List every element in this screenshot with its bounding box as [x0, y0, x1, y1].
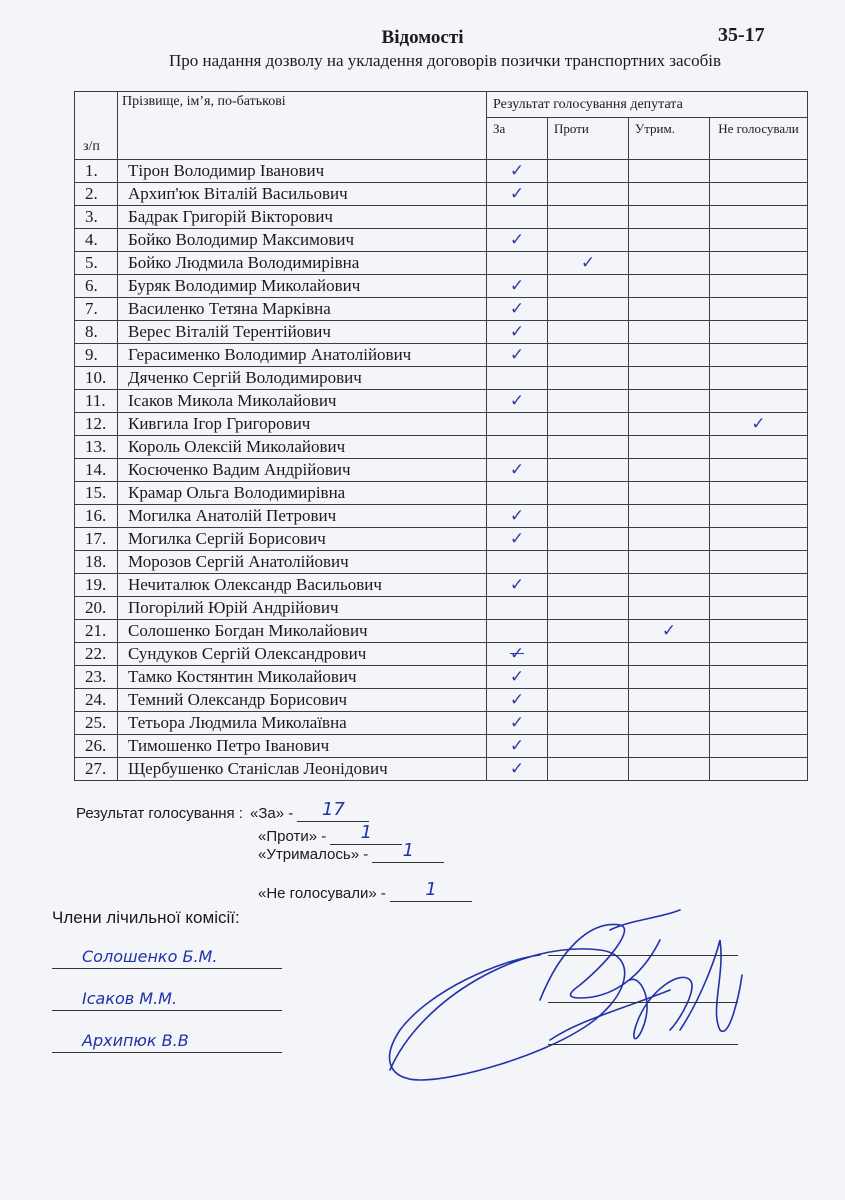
vote-cell-abstain: [629, 551, 710, 574]
summary-label: Результат голосування :: [76, 805, 243, 822]
summary-for-value: 17: [321, 799, 345, 820]
signature-line-2: [548, 1002, 738, 1003]
row-name: Василенко Тетяна Марківна: [118, 298, 487, 321]
check-mark-icon: ✓: [509, 713, 525, 733]
vote-cell-for: [487, 206, 548, 229]
vote-cell-for: [487, 643, 548, 666]
check-mark-icon: ✓: [509, 690, 525, 710]
vote-cell-abstain: [629, 183, 710, 206]
row-name: Косюченко Вадим Андрійович: [118, 459, 487, 482]
row-number: 6.: [75, 275, 118, 298]
table-row: [75, 551, 808, 574]
row-name: Могилка Сергій Борисович: [118, 528, 487, 551]
header-not-voted: Не голосували: [710, 118, 808, 160]
vote-cell-for: [487, 459, 548, 482]
vote-cell-not-voted: [710, 229, 808, 252]
vote-cell-against: [548, 367, 629, 390]
vote-cell-not-voted: [710, 321, 808, 344]
row-name: Нечиталюк Олександр Васильович: [118, 574, 487, 597]
vote-cell-not-voted: [710, 528, 808, 551]
vote-cell-abstain: [629, 666, 710, 689]
row-number: 26.: [75, 735, 118, 758]
vote-cell-against: [548, 574, 629, 597]
row-name: Кивгила Ігор Григорович: [118, 413, 487, 436]
header-abstain: Утрим.: [629, 118, 710, 160]
row-number: 4.: [75, 229, 118, 252]
row-number: 18.: [75, 551, 118, 574]
table-row: [75, 620, 808, 643]
vote-cell-for: [487, 735, 548, 758]
table-row: [75, 482, 808, 505]
check-mark-icon: ✓: [509, 391, 525, 411]
row-number: 24.: [75, 689, 118, 712]
voting-table-body: [75, 160, 808, 781]
vote-cell-for: [487, 574, 548, 597]
vote-cell-abstain: [629, 298, 710, 321]
row-name: Темний Олександр Борисович: [118, 689, 487, 712]
row-number: 15.: [75, 482, 118, 505]
header-for: За: [487, 118, 548, 160]
vote-cell-not-voted: [710, 643, 808, 666]
row-name: Бадрак Григорій Вікторович: [118, 206, 487, 229]
table-row: [75, 528, 808, 551]
check-mark-icon: ✓: [509, 736, 525, 756]
row-name: Дяченко Сергій Володимирович: [118, 367, 487, 390]
check-mark-icon: ✓: [509, 460, 525, 480]
vote-cell-abstain: [629, 275, 710, 298]
row-number: 19.: [75, 574, 118, 597]
row-name: Морозов Сергій Анатолійович: [118, 551, 487, 574]
vote-cell-against: [548, 505, 629, 528]
vote-cell-abstain: [629, 252, 710, 275]
vote-cell-against: [548, 758, 629, 781]
vote-cell-for: [487, 505, 548, 528]
table-row: [75, 183, 808, 206]
vote-cell-not-voted: [710, 459, 808, 482]
row-number: 8.: [75, 321, 118, 344]
table-row: [75, 643, 808, 666]
vote-cell-against: [548, 206, 629, 229]
vote-cell-against: [548, 160, 629, 183]
row-name: Солошенко Богдан Миколайович: [118, 620, 487, 643]
table-row: [75, 367, 808, 390]
vote-cell-against: [548, 643, 629, 666]
summary-not-voted-label: «Не голосували» -: [258, 885, 386, 902]
vote-cell-not-voted: [710, 551, 808, 574]
vote-cell-abstain: [629, 367, 710, 390]
vote-cell-for: [487, 183, 548, 206]
vote-cell-not-voted: [710, 344, 808, 367]
row-number: 17.: [75, 528, 118, 551]
vote-cell-for: [487, 689, 548, 712]
vote-cell-against: [548, 436, 629, 459]
commission-member-2: [52, 980, 282, 1011]
vote-cell-abstain: [629, 597, 710, 620]
vote-cell-for: [487, 712, 548, 735]
summary-for-field: [297, 799, 369, 822]
vote-cell-abstain: [629, 459, 710, 482]
commission-member-3: [52, 1022, 282, 1053]
vote-cell-abstain: [629, 390, 710, 413]
vote-cell-for: [487, 758, 548, 781]
check-mark-icon: ✓: [751, 414, 766, 434]
vote-cell-abstain: [629, 712, 710, 735]
table-row: [75, 689, 808, 712]
vote-cell-not-voted: [710, 482, 808, 505]
commission-member-1-name: Солошенко Б.М.: [82, 947, 218, 966]
vote-cell-abstain: [629, 436, 710, 459]
vote-cell-not-voted: [710, 275, 808, 298]
check-mark-icon: ✓: [509, 506, 525, 526]
vote-cell-against: [548, 183, 629, 206]
check-mark-icon: ✓: [509, 322, 525, 342]
check-mark-icon: ✓: [509, 299, 525, 319]
vote-cell-against: [548, 666, 629, 689]
row-number: 10.: [75, 367, 118, 390]
check-mark-icon: ✓: [509, 184, 525, 204]
vote-cell-against: [548, 620, 629, 643]
vote-cell-not-voted: [710, 689, 808, 712]
signature-line-1: [548, 955, 738, 956]
row-name: Герасименко Володимир Анатолійович: [118, 344, 487, 367]
check-mark-icon: ✓: [509, 575, 525, 595]
vote-cell-against: [548, 712, 629, 735]
commission-label: Члени лічильної комісії:: [52, 908, 240, 927]
table-row: [75, 160, 808, 183]
row-name: Крамар Ольга Володимирівна: [118, 482, 487, 505]
row-name: Король Олексій Миколайович: [118, 436, 487, 459]
vote-cell-abstain: [629, 505, 710, 528]
vote-cell-against: [548, 413, 629, 436]
check-mark-icon: ✓: [509, 230, 525, 250]
row-number: 12.: [75, 413, 118, 436]
row-name: Бойко Людмила Володимирівна: [118, 252, 487, 275]
vote-cell-not-voted: [710, 597, 808, 620]
vote-cell-not-voted: [710, 758, 808, 781]
table-row: [75, 298, 808, 321]
vote-cell-against: [548, 275, 629, 298]
vote-cell-for: [487, 551, 548, 574]
summary-abstain-label: «Утрималось» -: [258, 846, 369, 863]
vote-cell-for: [487, 597, 548, 620]
vote-cell-for: [487, 666, 548, 689]
vote-cell-against: [548, 689, 629, 712]
vote-cell-not-voted: [710, 505, 808, 528]
row-name: Тимошенко Петро Іванович: [118, 735, 487, 758]
vote-cell-not-voted: [710, 712, 808, 735]
vote-cell-for: [487, 413, 548, 436]
vote-cell-abstain: [629, 528, 710, 551]
header-result: Результат голосування депутата: [487, 92, 808, 118]
table-row: [75, 712, 808, 735]
handwritten-signature: [380, 880, 750, 1100]
check-mark-icon: ✓: [509, 667, 525, 687]
commission-member-3-name: Архипюк В.В: [82, 1031, 189, 1050]
vote-cell-for: [487, 298, 548, 321]
vote-cell-not-voted: [710, 367, 808, 390]
check-mark-icon: ✓: [509, 644, 525, 664]
vote-cell-for: [487, 528, 548, 551]
summary-for: [250, 799, 369, 822]
row-number: 27.: [75, 758, 118, 781]
row-number: 7.: [75, 298, 118, 321]
voting-table: [74, 91, 808, 781]
row-number: 11.: [75, 390, 118, 413]
table-row: [75, 229, 808, 252]
vote-cell-against: [548, 459, 629, 482]
table-row: [75, 666, 808, 689]
row-name: Погорілий Юрій Андрійович: [118, 597, 487, 620]
table-row: [75, 597, 808, 620]
row-number: 23.: [75, 666, 118, 689]
summary-against-value: 1: [360, 822, 373, 843]
summary-abstain-field: [372, 840, 444, 863]
vote-cell-not-voted: [710, 620, 808, 643]
table-row: [75, 459, 808, 482]
vote-cell-for: [487, 482, 548, 505]
check-mark-icon: ✓: [661, 621, 677, 641]
summary-abstain: [258, 840, 444, 863]
table-row: [75, 275, 808, 298]
vote-cell-abstain: [629, 413, 710, 436]
vote-cell-abstain: [629, 344, 710, 367]
check-mark-icon: ✓: [580, 253, 596, 273]
vote-cell-against: [548, 252, 629, 275]
vote-cell-not-voted: [710, 735, 808, 758]
vote-cell-abstain: [629, 758, 710, 781]
vote-cell-against: [548, 551, 629, 574]
row-number: 25.: [75, 712, 118, 735]
vote-cell-not-voted: [710, 413, 808, 436]
vote-cell-against: [548, 344, 629, 367]
summary-against-label: «Проти» -: [258, 828, 327, 845]
vote-cell-abstain: [629, 206, 710, 229]
row-name: Тетьора Людмила Миколаївна: [118, 712, 487, 735]
row-name: Сундуков Сергій Олександрович: [118, 643, 487, 666]
vote-cell-against: [548, 390, 629, 413]
vote-cell-not-voted: [710, 390, 808, 413]
check-mark-icon: ✓: [509, 276, 525, 296]
vote-cell-abstain: [629, 735, 710, 758]
vote-cell-for: [487, 321, 548, 344]
vote-cell-for: [487, 252, 548, 275]
header-number: з/п: [75, 92, 118, 160]
row-number: 20.: [75, 597, 118, 620]
vote-cell-against: [548, 735, 629, 758]
vote-cell-abstain: [629, 574, 710, 597]
table-row: [75, 344, 808, 367]
table-row: [75, 574, 808, 597]
vote-cell-against: [548, 597, 629, 620]
vote-cell-not-voted: [710, 574, 808, 597]
row-number: 5.: [75, 252, 118, 275]
table-row: [75, 321, 808, 344]
vote-cell-not-voted: [710, 436, 808, 459]
vote-cell-against: [548, 321, 629, 344]
row-name: Могилка Анатолій Петрович: [118, 505, 487, 528]
row-name: Ісаков Микола Миколайович: [118, 390, 487, 413]
vote-cell-not-voted: [710, 183, 808, 206]
vote-cell-for: [487, 344, 548, 367]
vote-cell-for: [487, 620, 548, 643]
table-row: [75, 436, 808, 459]
vote-cell-against: [548, 229, 629, 252]
summary-abstain-value: 1: [402, 840, 415, 861]
vote-cell-abstain: [629, 229, 710, 252]
vote-cell-abstain: [629, 482, 710, 505]
table-row: [75, 735, 808, 758]
vote-cell-not-voted: [710, 298, 808, 321]
vote-cell-against: [548, 482, 629, 505]
vote-cell-for: [487, 275, 548, 298]
vote-cell-abstain: [629, 321, 710, 344]
document-subtitle: Про надання дозволу на укладення договорів позички транспортних засобів: [168, 51, 721, 70]
vote-cell-not-voted: [710, 160, 808, 183]
row-name: Буряк Володимир Миколайович: [118, 275, 487, 298]
row-number: 13.: [75, 436, 118, 459]
commission-member-2-name: Ісаков М.М.: [82, 989, 178, 1008]
table-row: [75, 206, 808, 229]
header-against: Проти: [548, 118, 629, 160]
row-name: Тамко Костянтин Миколайович: [118, 666, 487, 689]
vote-cell-against: [548, 298, 629, 321]
row-name: Тірон Володимир Іванович: [118, 160, 487, 183]
vote-cell-not-voted: [710, 666, 808, 689]
table-row: [75, 413, 808, 436]
row-number: 16.: [75, 505, 118, 528]
row-number: 22.: [75, 643, 118, 666]
table-row: [75, 252, 808, 275]
row-number: 1.: [75, 160, 118, 183]
document-number: 35-17: [718, 24, 765, 46]
header-name: Прізвище, ім’я, по-батькові: [118, 92, 487, 160]
row-number: 3.: [75, 206, 118, 229]
vote-cell-abstain: [629, 643, 710, 666]
summary-not-voted-value: 1: [425, 879, 437, 900]
document-title: Відомості: [381, 27, 464, 48]
vote-cell-abstain: [629, 160, 710, 183]
vote-cell-for: [487, 367, 548, 390]
check-mark-icon: ✓: [509, 759, 525, 779]
commission-member-1: [52, 938, 282, 969]
check-mark-icon: ✓: [509, 345, 525, 365]
check-mark-icon: ✓: [509, 161, 525, 181]
vote-cell-for: [487, 390, 548, 413]
row-number: 21.: [75, 620, 118, 643]
signature-line-3: [548, 1044, 738, 1045]
row-name: Верес Віталій Терентійович: [118, 321, 487, 344]
vote-cell-abstain: [629, 689, 710, 712]
vote-cell-against: [548, 528, 629, 551]
vote-cell-for: [487, 160, 548, 183]
row-number: 2.: [75, 183, 118, 206]
vote-cell-not-voted: [710, 206, 808, 229]
row-number: 14.: [75, 459, 118, 482]
row-name: Щербушенко Станіслав Леонідович: [118, 758, 487, 781]
vote-cell-not-voted: [710, 252, 808, 275]
table-row: [75, 390, 808, 413]
summary-for-label: «За» -: [250, 805, 294, 822]
row-name: Архип'юк Віталій Васильович: [118, 183, 487, 206]
vote-cell-for: [487, 229, 548, 252]
table-row: [75, 758, 808, 781]
row-number: 9.: [75, 344, 118, 367]
check-mark-icon: ✓: [509, 529, 525, 549]
vote-cell-for: [487, 436, 548, 459]
vote-cell-abstain: [629, 620, 710, 643]
table-row: [75, 505, 808, 528]
row-name: Бойко Володимир Максимович: [118, 229, 487, 252]
